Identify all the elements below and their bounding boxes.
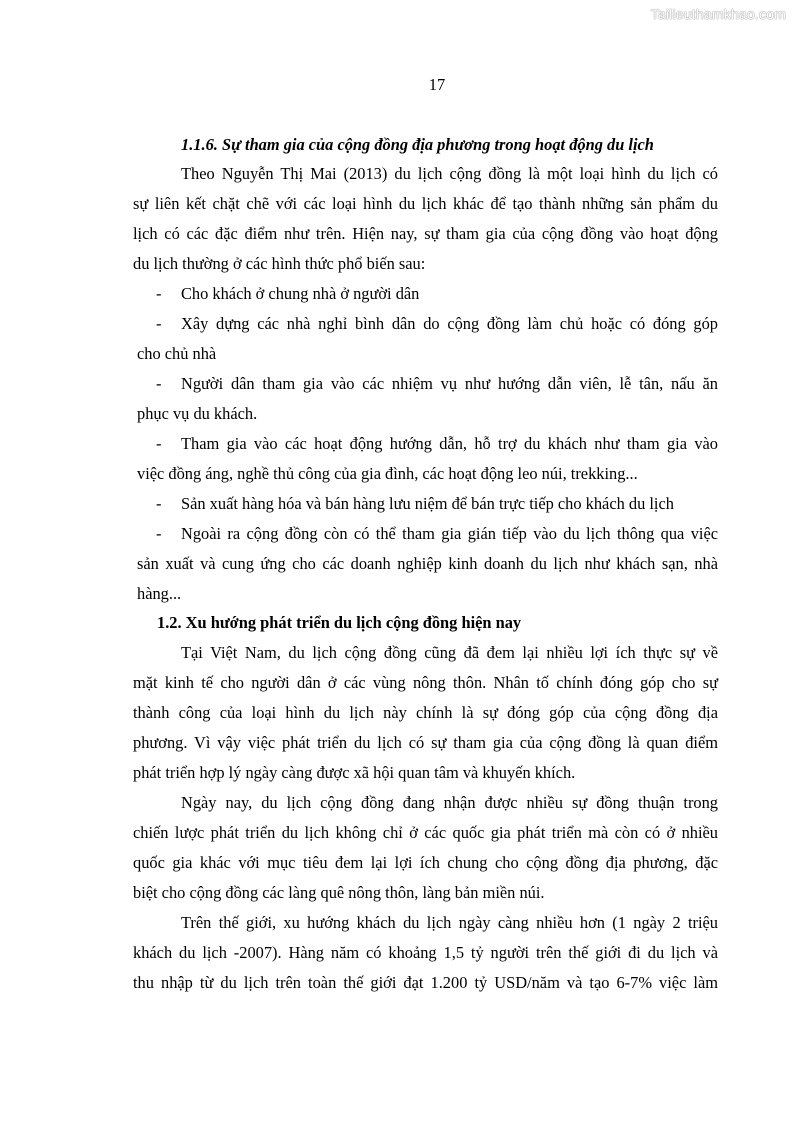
bullet-dash: - [156, 284, 162, 303]
paragraph-line: quốc gia khác với mục tiêu đem lại lợi ích chung cho cộng đồng địa phương, đặc [133, 853, 718, 872]
bullet-item: Ngoài ra cộng đồng còn có thể tham gia gián tiếp vào du lịch thông qua việc [181, 524, 718, 543]
bullet-dash: - [156, 434, 162, 453]
bullet-continuation: việc đồng áng, nghề thủ công của gia đình, các hoạt động leo núi, trekking... [137, 464, 638, 483]
paragraph-line: lịch có các đặc điểm như trên. Hiện nay, sự tham gia của cộng đồng vào hoạt động [133, 224, 718, 243]
bullet-item: Xây dựng các nhà nghỉ bình dân do cộng đồng làm chủ hoặc có đóng góp [181, 314, 718, 333]
paragraph-line: du lịch thường ở các hình thức phổ biến sau: [133, 254, 426, 273]
paragraph-line: phương. Vì vậy việc phát triển du lịch có sự tham gia của cộng đồng là quan điểm [133, 733, 718, 752]
paragraph-line: chiến lược phát triển du lịch không chỉ ở các quốc gia phát triển mà còn có ở nhiều [133, 823, 718, 842]
page-number: 17 [428, 75, 446, 94]
bullet-dash: - [156, 314, 162, 333]
paragraph-line: phát triển hợp lý ngày càng được xã hội quan tâm và khuyến khích. [133, 763, 576, 782]
paragraph-line: Trên thế giới, xu hướng khách du lịch ngày càng nhiều hơn (1 ngày 2 triệu [181, 913, 718, 932]
paragraph-line: thành công của loại hình du lịch này chính là sự đóng góp của cộng đồng địa [133, 703, 718, 722]
bullet-continuation: hàng... [137, 584, 182, 603]
bullet-item: Sản xuất hàng hóa và bán hàng lưu niệm để bán trực tiếp cho khách du lịch [181, 494, 674, 513]
bullet-item: Tham gia vào các hoạt động hướng dẫn, hỗ trợ du khách như tham gia vào [181, 434, 718, 453]
bullet-continuation: cho chủ nhà [137, 344, 217, 363]
paragraph-line: biệt cho cộng đồng các làng quê nông thôn, làng bản miền núi. [133, 883, 545, 902]
bullet-item: Người dân tham gia vào các nhiệm vụ như hướng dẫn viên, lễ tân, nấu ăn [181, 374, 718, 393]
paragraph-line: Theo Nguyễn Thị Mai (2013) du lịch cộng đồng là một loại hình du lịch có [181, 164, 718, 183]
paragraph-line: khách du lịch -2007). Hàng năm có khoảng 1,5 tỷ người trên thế giới đi du lịch và [133, 943, 718, 962]
section-heading-1-2: 1.2. Xu hướng phát triển du lịch cộng đồng hiện nay [157, 613, 522, 632]
bullet-dash: - [156, 524, 162, 543]
paragraph-line: mặt kinh tế cho người dân ở các vùng nông thôn. Nhân tố chính đóng góp cho sự [133, 673, 718, 692]
bullet-dash: - [156, 494, 162, 513]
paragraph-line: thu nhập từ du lịch trên toàn thế giới đạt 1.200 tỷ USD/năm và tạo 6-7% việc làm [133, 973, 718, 992]
bullet-item: Cho khách ở chung nhà ở người dân [181, 284, 420, 303]
section-heading-1-1-6: 1.1.6. Sự tham gia của cộng đồng địa phương trong hoạt động du lịch [181, 135, 654, 154]
bullet-continuation: sản xuất và cung ứng cho các doanh nghiệp kinh doanh du lịch như khách sạn, nhà [137, 554, 718, 573]
paragraph-line: Tại Việt Nam, du lịch cộng đồng cũng đã đem lại nhiều lợi ích thực sự về [181, 643, 718, 662]
paragraph-line: Ngày nay, du lịch cộng đồng đang nhận được nhiều sự đồng thuận trong [181, 793, 718, 812]
watermark-text: Tailieuthamkhao.com [650, 6, 786, 22]
bullet-continuation: phục vụ du khách. [137, 404, 258, 423]
bullet-dash: - [156, 374, 162, 393]
paragraph-line: sự liên kết chặt chẽ với các loại hình du lịch khác để tạo thành những sản phẩm du [133, 194, 718, 213]
